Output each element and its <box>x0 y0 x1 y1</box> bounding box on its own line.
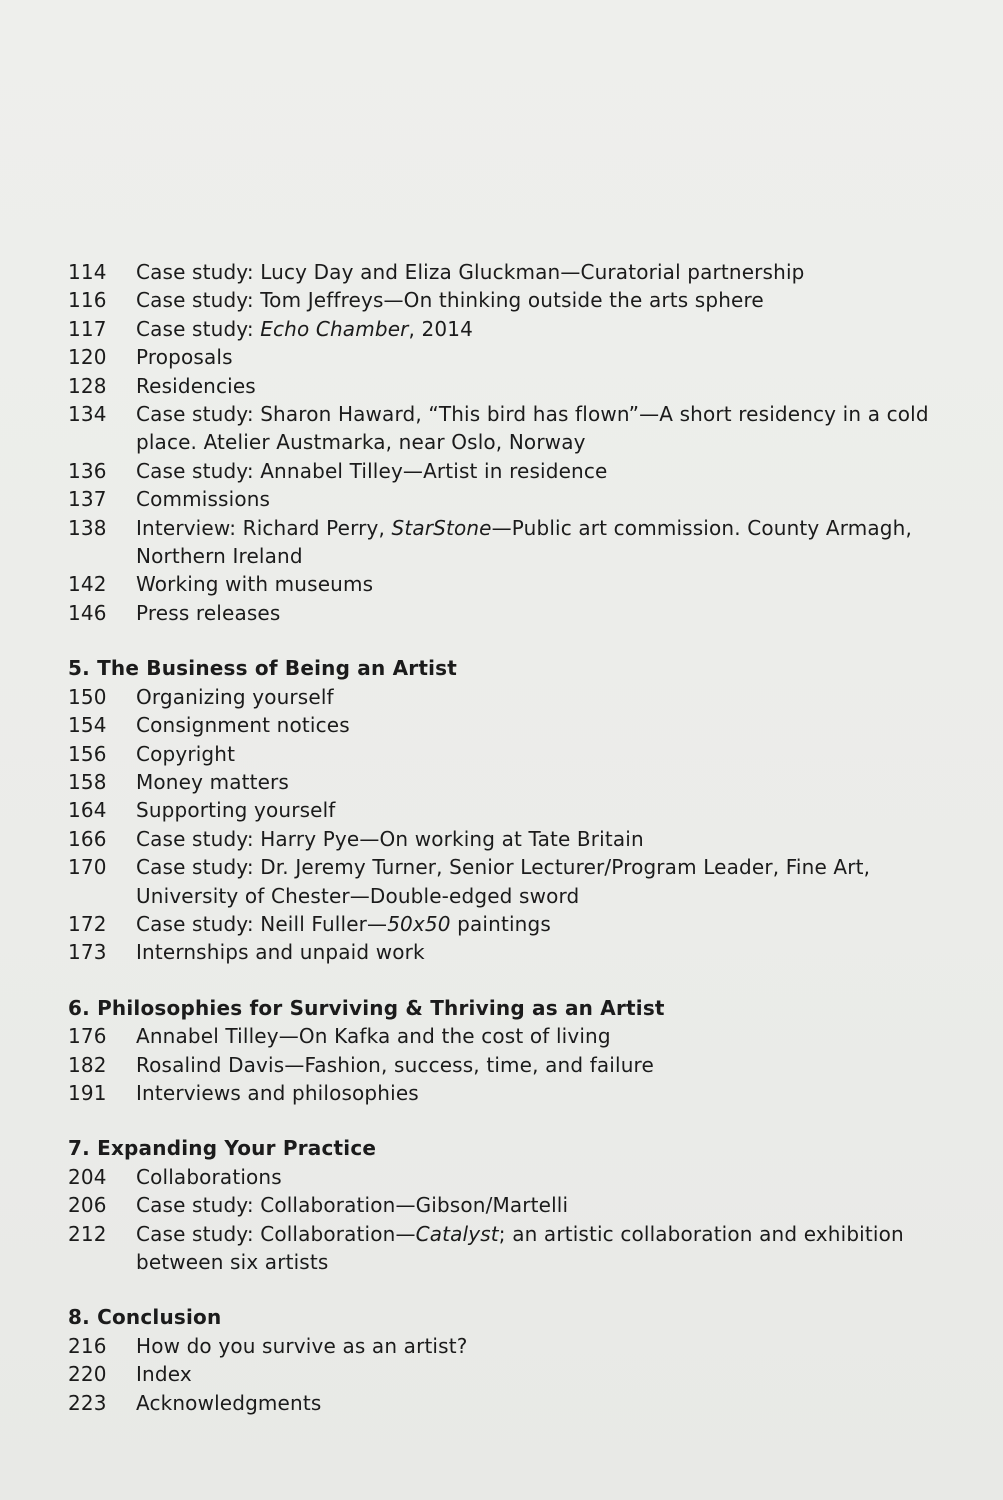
toc-entry <box>68 768 948 796</box>
toc-page-number: 114 <box>68 260 107 284</box>
toc-page-number: 116 <box>68 288 107 313</box>
title-part: Press releases <box>136 600 281 625</box>
italic-title-part: Echo Chamber <box>260 316 409 341</box>
toc-entry-title <box>136 258 948 286</box>
title-part: Case study: Dr. Jeremy Turner, Senior Lecturer/Program Leader, Fine Art, University of Chester—Double-edged sword <box>136 855 871 908</box>
toc-entry-title <box>136 372 948 400</box>
toc-entry <box>68 315 948 343</box>
toc-entry-title <box>136 1389 948 1417</box>
italic-title-part: 50x50 <box>387 911 451 936</box>
title-part: Working with museums <box>136 572 374 597</box>
toc-entry-title <box>136 514 948 571</box>
toc-entry <box>68 1022 948 1050</box>
toc-page-number: 172 <box>68 911 107 936</box>
toc-entry <box>68 514 948 571</box>
toc-entry-title <box>136 910 948 938</box>
toc-entry-title <box>136 1191 948 1219</box>
toc-section <box>68 994 948 1108</box>
toc-entry-title <box>136 711 948 739</box>
toc-entry-title <box>136 1360 948 1388</box>
toc-entry <box>68 910 948 938</box>
toc-section <box>68 654 948 966</box>
title-part: Money matters <box>136 769 289 794</box>
toc-entry <box>68 683 948 711</box>
toc-entry <box>68 711 948 739</box>
toc-entry <box>68 1220 948 1277</box>
title-part: —Public art commission. County Armagh, Northern Ireland <box>136 515 912 569</box>
toc-entry <box>68 1079 948 1107</box>
title-part: Case study: Lucy Day and Eliza Gluckman—Curatorial partnership <box>136 260 805 284</box>
toc-entry-title <box>136 1163 948 1191</box>
toc-page-number: 220 <box>68 1362 107 1387</box>
toc-entry-title <box>136 1220 948 1277</box>
title-part: Case study: <box>136 316 261 341</box>
title-part: Case study: Harry Pye—On working at Tate Britain <box>136 826 644 851</box>
toc-page-number: 120 <box>68 345 107 370</box>
toc-page-number: 191 <box>68 1080 107 1105</box>
title-part: Proposals <box>136 345 233 370</box>
toc-entry <box>68 457 948 485</box>
toc-entry-title <box>136 796 948 824</box>
title-part: Internships and unpaid work <box>136 940 425 965</box>
title-part: Interviews and philosophies <box>136 1080 419 1105</box>
toc-page-number: 137 <box>68 487 107 512</box>
toc-page-number: 136 <box>68 458 107 483</box>
toc-entry-title <box>136 570 948 598</box>
toc-page-number: 156 <box>68 741 107 766</box>
title-part: Annabel Tilley—On Kafka and the cost of living <box>136 1024 611 1049</box>
toc-page-number: 204 <box>68 1164 107 1189</box>
toc-entry <box>68 1191 948 1219</box>
toc-entry-title <box>136 768 948 796</box>
toc-page-number: 166 <box>68 826 107 851</box>
toc-entry <box>68 286 948 314</box>
toc-page-number: 170 <box>68 855 107 880</box>
toc-page-number: 138 <box>68 515 107 540</box>
toc-sections <box>68 654 948 1417</box>
title-part: Case study: Annabel Tilley—Artist in residence <box>136 458 608 483</box>
toc-page-number: 154 <box>68 713 107 738</box>
title-part: paintings <box>450 911 551 936</box>
toc-page-number: 164 <box>68 798 107 823</box>
title-part: Interview: Richard Perry, <box>136 515 392 540</box>
toc-entry <box>68 1163 948 1191</box>
title-part: Case study: Collaboration— <box>136 1221 416 1246</box>
section-heading: 6. Philosophies for Surviving & Thriving as an Artist <box>68 995 665 1020</box>
toc-page-number: 206 <box>68 1193 107 1218</box>
toc-entry-title <box>136 315 948 343</box>
toc-entry-title <box>136 485 948 513</box>
title-part: Rosalind Davis—Fashion, success, time, and failure <box>136 1052 654 1077</box>
toc-entry-title <box>136 853 948 910</box>
toc-entry-title <box>136 683 948 711</box>
toc-entry-title <box>136 457 948 485</box>
toc-page-number: 182 <box>68 1052 107 1077</box>
toc-entry <box>68 372 948 400</box>
toc-entry <box>68 258 948 286</box>
section-heading: 8. Conclusion <box>68 1305 222 1330</box>
title-part: How do you survive as an artist? <box>136 1333 468 1358</box>
title-part: Organizing yourself <box>136 684 334 709</box>
table-of-contents <box>68 258 948 1417</box>
title-part: Supporting yourself <box>136 798 336 823</box>
toc-entry-title <box>136 343 948 371</box>
toc-entries-continued <box>68 258 948 627</box>
toc-entry <box>68 1360 948 1388</box>
title-part: Acknowledgments <box>136 1390 322 1415</box>
toc-entry <box>68 485 948 513</box>
toc-entry <box>68 343 948 371</box>
title-part: Case study: Tom Jeffreys—On thinking outside the arts sphere <box>136 288 764 313</box>
title-part: Case study: Sharon Haward, “This bird has flown”—A short residency in a cold place. Atelier Austmarka, near Oslo, Norway <box>136 402 929 455</box>
toc-entry-title <box>136 599 948 627</box>
toc-entry <box>68 796 948 824</box>
section-heading: 7. Expanding Your Practice <box>68 1136 377 1161</box>
toc-page-number: 128 <box>68 373 107 398</box>
title-part: Residencies <box>136 373 256 398</box>
toc-page-number: 216 <box>68 1333 107 1358</box>
section-heading: 5. The Business of Being an Artist <box>68 656 458 681</box>
toc-page-number: 150 <box>68 684 107 709</box>
italic-title-part: StarStone <box>391 515 492 540</box>
toc-entry-title <box>136 740 948 768</box>
italic-title-part: Catalyst <box>415 1221 499 1246</box>
toc-entry <box>68 400 948 457</box>
toc-page-number: 173 <box>68 940 107 965</box>
toc-entry-title <box>136 825 948 853</box>
toc-entry-title <box>136 1022 948 1050</box>
toc-page-number: 223 <box>68 1390 107 1415</box>
toc-page-number: 134 <box>68 402 107 427</box>
toc-entry <box>68 825 948 853</box>
title-part: ; an artistic collaboration and exhibition between six artists <box>136 1221 904 1274</box>
toc-page-number: 176 <box>68 1024 107 1049</box>
title-part: , 2014 <box>408 316 474 341</box>
toc-page-number: 158 <box>68 769 107 794</box>
toc-entry <box>68 1332 948 1360</box>
toc-page-number: 146 <box>68 600 107 625</box>
title-part: Consignment notices <box>136 713 350 738</box>
toc-entry <box>68 938 948 966</box>
toc-entry-title <box>136 400 948 457</box>
title-part: Case study: Collaboration—Gibson/Martelli <box>136 1193 569 1218</box>
toc-entry-title <box>136 286 948 314</box>
toc-entry <box>68 570 948 598</box>
title-part: Copyright <box>136 741 236 766</box>
title-part: Case study: Neill Fuller— <box>136 911 388 936</box>
toc-entry-title <box>136 1332 948 1360</box>
toc-entry-title <box>136 938 948 966</box>
toc-section <box>68 1134 948 1276</box>
toc-entry <box>68 1389 948 1417</box>
toc-page-number: 117 <box>68 316 107 341</box>
title-part: Collaborations <box>136 1164 282 1189</box>
toc-section <box>68 1303 948 1417</box>
title-part: Commissions <box>136 487 271 512</box>
title-part: Index <box>136 1362 192 1387</box>
toc-entry <box>68 853 948 910</box>
toc-page-number: 142 <box>68 572 107 597</box>
toc-entry-title <box>136 1079 948 1107</box>
toc-entry <box>68 1051 948 1079</box>
toc-entry <box>68 599 948 627</box>
toc-entry-title <box>136 1051 948 1079</box>
toc-page-number: 212 <box>68 1221 107 1246</box>
toc-entry <box>68 740 948 768</box>
